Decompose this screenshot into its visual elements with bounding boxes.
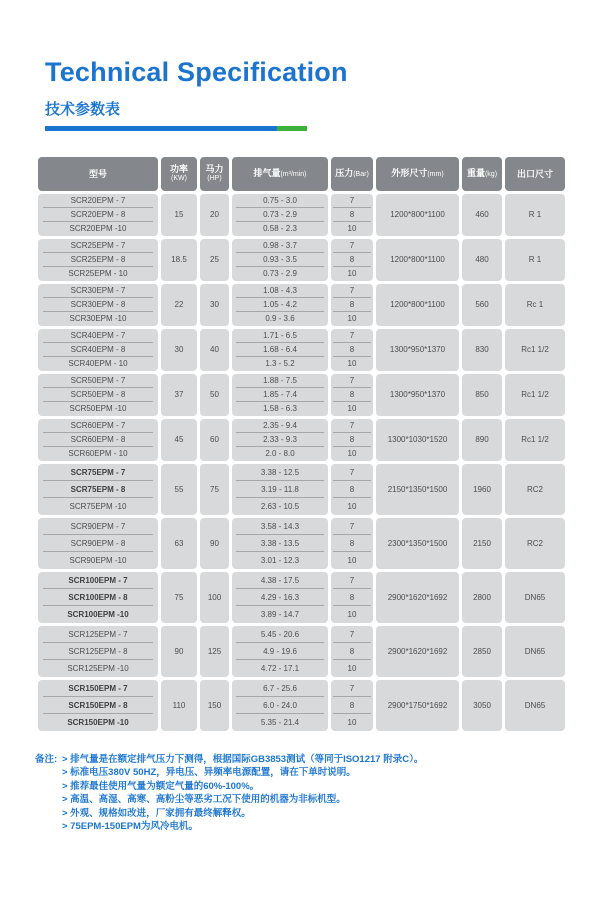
displacement-cell-value: 3.38 - 13.5 [232,535,328,552]
displacement-cell [232,464,328,515]
dimensions-cell [376,374,459,416]
pressure-cell-value: 8 [331,481,373,498]
power-cell [161,194,197,236]
power-cell [161,239,197,281]
outlet-cell-value: R 1 [528,255,542,265]
hp-cell-value: 30 [210,300,219,310]
displacement-cell [232,680,328,731]
model-cell [38,374,158,416]
pressure-cell-value: 8 [331,208,373,222]
note-line [35,753,600,767]
dimensions-cell-value: 2900*1620*1692 [387,646,448,656]
model-cell-value: SCR90EPM - 7 [38,518,158,535]
dimensions-cell [376,239,459,281]
hp-cell-value: 60 [210,435,219,445]
displacement-cell-value: 4.9 - 19.6 [232,643,328,660]
displacement-cell-value: 2.0 - 8.0 [265,449,295,459]
displacement-cell [232,194,328,236]
model-cell-value: SCR75EPM - 8 [38,481,158,498]
model-cell-value: SCR25EPM - 8 [38,253,158,267]
pressure-cell-value: 8 [331,535,373,552]
pressure-cell [331,194,373,236]
note-label [35,780,62,794]
hp-cell [200,572,229,623]
displacement-cell-value: 5.45 - 20.6 [232,626,328,643]
model-cell-value: SCR20EPM - 8 [38,208,158,222]
displacement-cell-value: 4.72 - 17.1 [260,663,300,673]
pressure-cell [331,374,373,416]
model-cell [38,464,158,515]
header-displacement [232,157,328,191]
note-text: > 标准电压380V 50HZ，异电压、异频率电源配置，请在下单时说明。 [62,767,356,779]
weight-cell [462,464,502,515]
displacement-cell-value: 1.58 - 6.3 [263,404,297,414]
dimensions-cell [376,419,459,461]
pressure-cell-value: 8 [331,643,373,660]
model-cell-value: SCR100EPM - 7 [38,572,158,589]
model-cell-value: SCR50EPM - 8 [38,388,158,402]
dimensions-cell-value: 1200*800*1100 [390,300,445,310]
header-power-unit: (KW) [171,174,187,182]
weight-cell-value: 850 [475,390,489,400]
dimensions-cell-value: 1200*800*1100 [390,255,445,265]
displacement-cell-value: 3.19 - 11.8 [232,481,328,498]
note-label [35,793,62,807]
displacement-cell-value: 0.9 - 3.6 [265,314,295,324]
dimensions-cell-value: 1200*800*1100 [390,210,445,220]
hp-cell-value: 20 [210,210,219,220]
dimensions-cell-value: 2900*1750*1692 [387,700,448,710]
power-cell-value: 45 [174,435,184,445]
displacement-cell [232,572,328,623]
note-label [35,807,62,821]
power-cell [161,374,197,416]
weight-cell-value: 2850 [473,646,491,656]
power-cell-value: 22 [174,300,184,310]
table-row [38,464,565,515]
notes-section [35,753,600,834]
model-cell-value: SCR40EPM - 10 [68,359,128,369]
outlet-cell-value: Rc1 1/2 [521,435,549,445]
dimensions-cell [376,518,459,569]
outlet-cell [505,239,565,281]
weight-cell [462,518,502,569]
hp-cell-value: 40 [210,345,219,355]
dimensions-cell-value: 2150*1350*1500 [387,484,448,494]
displacement-cell-value: 0.75 - 3.0 [232,194,328,208]
pressure-cell-value: 7 [331,518,373,535]
outlet-cell-value: Rc 1 [526,300,544,310]
pressure-cell-value: 10 [347,359,357,369]
weight-cell-value: 1960 [473,484,491,494]
weight-cell [462,419,502,461]
table-row [38,194,565,236]
power-cell [161,626,197,677]
header-displacement-label: 排气量(m³/min) [253,168,307,179]
weight-cell [462,329,502,371]
power-cell [161,329,197,371]
note-line [35,820,600,834]
header-outlet [505,157,565,191]
model-cell-value: SCR90EPM -10 [69,555,127,565]
note-text: > 外观、规格如改进，厂家拥有最终解释权。 [62,807,251,819]
displacement-cell-value: 0.98 - 3.7 [232,239,328,253]
outlet-cell [505,464,565,515]
table-header-row [38,157,565,191]
table-row [38,626,565,677]
pressure-cell [331,518,373,569]
pressure-cell [331,464,373,515]
pressure-cell [331,419,373,461]
note-line [35,766,600,780]
note-text: > 推荐最佳使用气量为额定气量的60%-100%。 [62,780,260,792]
displacement-cell-value: 3.01 - 12.3 [260,555,300,565]
model-cell-value: SCR50EPM - 7 [38,374,158,388]
pressure-cell-value: 7 [331,329,373,343]
outlet-cell [505,194,565,236]
weight-cell [462,374,502,416]
model-cell-value: SCR50EPM -10 [69,404,127,414]
pressure-cell-value: 8 [331,433,373,447]
model-cell-value: SCR60EPM - 10 [68,449,128,459]
displacement-cell-value: 1.85 - 7.4 [232,388,328,402]
table-row [38,329,565,371]
outlet-cell [505,626,565,677]
displacement-cell-value: 5.35 - 21.4 [260,717,300,727]
displacement-cell-value: 0.73 - 2.9 [263,269,297,279]
dimensions-cell-value: 1300*950*1370 [389,390,446,400]
outlet-cell [505,419,565,461]
pressure-cell [331,626,373,677]
pressure-cell-value: 7 [331,374,373,388]
header-dimensions [376,157,459,191]
weight-cell-value: 2150 [473,538,491,548]
model-cell-value: SCR60EPM - 8 [38,433,158,447]
model-cell-value: SCR60EPM - 7 [38,419,158,433]
model-cell [38,194,158,236]
outlet-cell-value: RC2 [526,538,543,548]
model-cell [38,626,158,677]
pressure-cell-value: 10 [347,314,357,324]
model-cell [38,419,158,461]
underline-green-segment [277,126,307,131]
header-model-label: 型号 [88,168,107,179]
pressure-cell-value: 10 [347,555,357,565]
hp-cell [200,680,229,731]
pressure-cell-value: 7 [331,194,373,208]
outlet-cell-value: RC2 [526,484,543,494]
model-cell-value: SCR150EPM - 8 [38,697,158,714]
weight-cell-value: 830 [475,345,489,355]
note-text: > 高温、高湿、高寒、高粉尘等恶劣工况下使用的机器为非标机型。 [62,794,346,806]
dimensions-cell-value: 2300*1350*1500 [387,538,448,548]
power-cell [161,464,197,515]
pressure-cell-value: 10 [347,449,357,459]
displacement-cell-value: 0.93 - 3.5 [232,253,328,267]
displacement-cell-value: 0.73 - 2.9 [232,208,328,222]
table-row [38,518,565,569]
pressure-cell-value: 10 [347,269,357,279]
model-cell-value: SCR30EPM -10 [69,314,127,324]
outlet-cell-value: Rc1 1/2 [521,390,549,400]
model-cell [38,572,158,623]
table-body [38,194,565,731]
model-cell [38,680,158,731]
hp-cell-value: 125 [207,646,222,656]
model-cell-value: SCR40EPM - 7 [38,329,158,343]
power-cell-value: 110 [172,700,186,710]
displacement-cell-value: 0.58 - 2.3 [263,224,297,234]
weight-cell [462,284,502,326]
displacement-cell-value: 2.35 - 9.4 [232,419,328,433]
weight-cell-value: 460 [475,210,489,220]
pressure-cell [331,239,373,281]
pressure-cell-value: 7 [331,626,373,643]
displacement-cell-value: 4.29 - 16.3 [232,589,328,606]
pressure-cell-value: 7 [331,239,373,253]
header-outlet-label: 出口尺寸 [516,168,553,179]
weight-cell [462,194,502,236]
header-dimensions-label: 外形尺寸(mm) [391,168,444,179]
power-cell-value: 18.5 [171,255,187,265]
hp-cell [200,239,229,281]
outlet-cell [505,284,565,326]
displacement-cell-value: 1.71 - 6.5 [232,329,328,343]
model-cell-value: SCR75EPM -10 [69,501,127,511]
power-cell-value: 63 [174,538,184,548]
model-cell-value: SCR30EPM - 8 [38,298,158,312]
power-cell-value: 30 [174,345,184,355]
outlet-cell-value: DN65 [524,700,546,710]
pressure-cell-value: 7 [331,284,373,298]
pressure-cell-value: 8 [331,589,373,606]
pressure-cell-value: 10 [347,501,357,511]
pressure-cell-value: 7 [331,464,373,481]
pressure-cell [331,572,373,623]
dimensions-cell-value: 1300*950*1370 [389,345,446,355]
model-cell-value: SCR30EPM - 7 [38,284,158,298]
power-cell-value: 55 [174,484,184,494]
displacement-cell-value: 3.38 - 12.5 [232,464,328,481]
displacement-cell-value: 6.0 - 24.0 [232,697,328,714]
hp-cell [200,626,229,677]
power-cell [161,284,197,326]
pressure-cell [331,680,373,731]
model-cell [38,518,158,569]
hp-cell [200,518,229,569]
dimensions-cell [376,572,459,623]
weight-cell-value: 2800 [473,592,491,602]
displacement-cell-value: 2.63 - 10.5 [260,501,300,511]
model-cell [38,329,158,371]
dimensions-cell [376,626,459,677]
outlet-cell-value: R 1 [528,210,542,220]
weight-cell-value: 480 [475,255,489,265]
pressure-cell-value: 8 [331,343,373,357]
model-cell [38,284,158,326]
power-cell-value: 75 [174,592,184,602]
dimensions-cell [376,284,459,326]
power-cell [161,419,197,461]
displacement-cell [232,626,328,677]
weight-cell-value: 3050 [473,700,491,710]
weight-cell [462,680,502,731]
table-row [38,680,565,731]
displacement-cell [232,329,328,371]
model-cell-value: SCR125EPM - 7 [38,626,158,643]
displacement-cell [232,419,328,461]
header-pressure [331,157,373,191]
dimensions-cell [376,680,459,731]
header-power [161,157,197,191]
dimensions-cell [376,329,459,371]
outlet-cell [505,518,565,569]
title-underline [45,126,307,131]
note-line [35,807,600,821]
displacement-cell-value: 4.38 - 17.5 [232,572,328,589]
page-subtitle: 技术参数表 [45,100,121,118]
hp-cell-value: 90 [210,538,219,548]
pressure-cell-value: 8 [331,388,373,402]
header-weight [462,157,502,191]
displacement-cell-value: 1.68 - 6.4 [232,343,328,357]
model-cell-value: SCR20EPM - 7 [38,194,158,208]
pressure-cell-value: 7 [331,572,373,589]
note-line [35,780,600,794]
outlet-cell [505,572,565,623]
displacement-cell-value: 3.58 - 14.3 [232,518,328,535]
table-row [38,572,565,623]
weight-cell [462,626,502,677]
pressure-cell-value: 10 [347,224,357,234]
hp-cell-value: 150 [207,700,222,710]
outlet-cell-value: DN65 [524,592,546,602]
dimensions-cell-value: 1300*1030*1520 [387,435,448,445]
note-label [35,766,62,780]
model-cell-value: SCR125EPM - 8 [38,643,158,660]
displacement-cell-value: 1.08 - 4.3 [232,284,328,298]
displacement-cell [232,239,328,281]
pressure-cell-value: 8 [331,298,373,312]
pressure-cell-value: 8 [331,697,373,714]
header-power-label: 功率 [169,164,188,175]
model-cell-value: SCR40EPM - 8 [38,343,158,357]
weight-cell [462,239,502,281]
outlet-cell-value: DN65 [524,646,546,656]
displacement-cell-value: 3.89 - 14.7 [260,609,300,619]
note-line [35,793,600,807]
pressure-cell [331,329,373,371]
header-weight-label: 重量(kg) [466,168,498,179]
header-pressure-label: 压力(Bar) [335,168,369,179]
outlet-cell [505,374,565,416]
displacement-cell [232,518,328,569]
model-cell-value: SCR100EPM - 8 [38,589,158,606]
displacement-cell-value: 6.7 - 25.6 [232,680,328,697]
hp-cell [200,464,229,515]
model-cell-value: SCR100EPM -10 [67,609,129,619]
header-hp-label: 马力 [205,164,224,175]
power-cell [161,518,197,569]
hp-cell [200,419,229,461]
table-row [38,239,565,281]
power-cell [161,680,197,731]
power-cell [161,572,197,623]
power-cell-value: 37 [174,390,184,400]
hp-cell-value: 100 [207,592,222,602]
spec-table [38,157,565,731]
pressure-cell-value: 10 [347,404,357,414]
model-cell-value: SCR150EPM - 7 [38,680,158,697]
weight-cell-value: 560 [475,300,489,310]
model-cell-value: SCR150EPM -10 [67,717,129,727]
outlet-cell [505,329,565,371]
power-cell-value: 15 [174,210,184,220]
displacement-cell-value: 1.05 - 4.2 [232,298,328,312]
note-label: 备注: [35,753,58,765]
header-hp-unit: (HP) [207,174,222,182]
model-cell-value: SCR75EPM - 7 [38,464,158,481]
note-label [35,820,62,834]
hp-cell [200,284,229,326]
displacement-cell-value: 1.3 - 5.2 [265,359,295,369]
model-cell-value: SCR125EPM -10 [67,663,129,673]
dimensions-cell-value: 2900*1620*1692 [387,592,448,602]
pressure-cell-value: 10 [347,663,357,673]
dimensions-cell [376,464,459,515]
pressure-cell-value: 10 [347,717,357,727]
table-row [38,374,565,416]
pressure-cell-value: 7 [331,680,373,697]
outlet-cell [505,680,565,731]
page-title: Technical Specification [45,57,348,87]
displacement-cell-value: 2.33 - 9.3 [232,433,328,447]
model-cell-value: SCR90EPM - 8 [38,535,158,552]
hp-cell [200,194,229,236]
weight-cell-value: 890 [475,435,489,445]
power-cell-value: 90 [174,646,184,656]
header-model [38,157,158,191]
hp-cell-value: 50 [210,390,219,400]
hp-cell [200,329,229,371]
model-cell [38,239,158,281]
hp-cell-value: 75 [210,484,219,494]
underline-blue-segment [45,126,277,131]
note-text: > 75EPM-150EPM为风冷电机。 [62,821,198,833]
displacement-cell [232,284,328,326]
pressure-cell-value: 8 [331,253,373,267]
pressure-cell-value: 10 [347,609,357,619]
dimensions-cell [376,194,459,236]
weight-cell [462,572,502,623]
note-text: > 排气量是在额定排气压力下测得，根据国际GB3853测试（等同于ISO1217 附录C）。 [62,753,424,765]
outlet-cell-value: Rc1 1/2 [521,345,549,355]
table-row [38,419,565,461]
hp-cell-value: 25 [210,255,219,265]
table-row [38,284,565,326]
page-header [45,58,600,131]
pressure-cell-value: 7 [331,419,373,433]
model-cell-value: SCR25EPM - 7 [38,239,158,253]
header-hp [200,157,229,191]
displacement-cell-value: 1.88 - 7.5 [232,374,328,388]
model-cell-value: SCR25EPM - 10 [68,269,128,279]
pressure-cell [331,284,373,326]
model-cell-value: SCR20EPM -10 [69,224,127,234]
hp-cell [200,374,229,416]
displacement-cell [232,374,328,416]
